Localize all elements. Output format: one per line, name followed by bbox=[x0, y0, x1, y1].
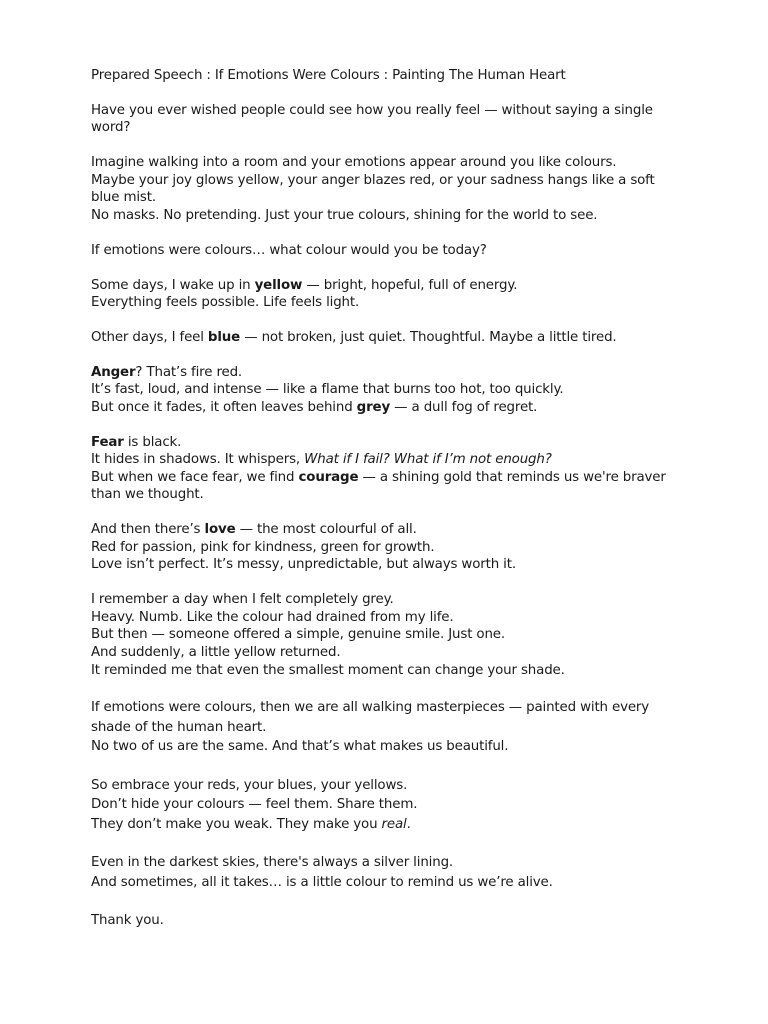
text-span: — not broken, just quiet. Thoughtful. Maybe a little tired. bbox=[240, 329, 617, 345]
text-line: than we thought. bbox=[91, 487, 204, 503]
paragraph-4 bbox=[91, 277, 691, 312]
document-title: Prepared Speech : If Emotions Were Colours : Painting The Human Heart bbox=[91, 68, 566, 83]
text-line: shade of the human heart. bbox=[91, 719, 267, 735]
text-span: — a shining gold that reminds us we're braver bbox=[358, 469, 666, 485]
paragraph-10 bbox=[91, 698, 691, 757]
text-line: No masks. No pretending. Just your true colours, shining for the world to see. bbox=[91, 207, 598, 223]
text-span: ? That’s fire red. bbox=[135, 364, 243, 380]
paragraph-8 bbox=[91, 521, 691, 574]
text-span: But when we face fear, we find bbox=[91, 469, 299, 485]
text-line: word? bbox=[91, 120, 131, 136]
text-line: So embrace your reds, your blues, your yellows. bbox=[91, 777, 408, 793]
text-span: Some days, I wake up in bbox=[91, 277, 255, 293]
text-line bbox=[91, 329, 691, 347]
emphasis-grey: grey bbox=[356, 399, 391, 415]
text-span: — a dull fog of regret. bbox=[390, 399, 538, 415]
paragraph-3 bbox=[91, 242, 691, 260]
text-line bbox=[91, 469, 691, 487]
text-line: I remember a day when I felt completely grey. bbox=[91, 592, 394, 608]
text-span: — bright, hopeful, full of energy. bbox=[302, 277, 518, 293]
text-line: It reminded me that even the smallest moment can change your shade. bbox=[91, 662, 565, 678]
emphasis-love: love bbox=[204, 522, 236, 538]
text-line: It’s fast, loud, and intense — like a flame that burns too hot, too quickly. bbox=[91, 382, 564, 398]
paragraph-6 bbox=[91, 364, 691, 417]
text-line bbox=[91, 451, 691, 469]
text-line bbox=[91, 399, 691, 417]
paragraph-9 bbox=[91, 591, 691, 679]
text-line bbox=[91, 364, 691, 382]
text-span: . bbox=[406, 816, 411, 832]
text-line: Red for passion, pink for kindness, green for growth. bbox=[91, 539, 435, 555]
text-line: If emotions were colours, then we are all walking masterpieces — painted with every bbox=[91, 700, 650, 716]
closing-line: Thank you. bbox=[91, 913, 164, 929]
italic-real: real bbox=[381, 816, 407, 832]
paragraph-2 bbox=[91, 154, 691, 224]
text-span: It hides in shadows. It whispers, bbox=[91, 452, 305, 468]
emphasis-courage: courage bbox=[298, 469, 359, 485]
text-line: blue mist. bbox=[91, 190, 156, 206]
paragraph-7 bbox=[91, 434, 691, 504]
text-span: They don’t make you weak. They make you bbox=[91, 816, 382, 832]
emphasis-yellow: yellow bbox=[254, 277, 303, 293]
text-line bbox=[91, 815, 691, 835]
text-line: Have you ever wished people could see how you really feel — without saying a single bbox=[91, 102, 653, 118]
text-span: is black. bbox=[123, 434, 182, 450]
paragraph-12 bbox=[91, 853, 691, 892]
text-line: Even in the darkest skies, there's always a silver lining. bbox=[91, 855, 454, 871]
text-line: Heavy. Numb. Like the colour had drained from my life. bbox=[91, 609, 454, 625]
text-line: Imagine walking into a room and your emotions appear around you like colours. bbox=[91, 155, 617, 171]
text-span: And then there’s bbox=[91, 522, 205, 538]
paragraph-1 bbox=[91, 102, 691, 137]
text-line: No two of us are the same. And that’s what makes us beautiful. bbox=[91, 739, 509, 755]
emphasis-fear: Fear bbox=[91, 434, 124, 450]
text-line: But then — someone offered a simple, genuine smile. Just one. bbox=[91, 627, 505, 643]
paragraph-13 bbox=[91, 911, 691, 931]
text-line bbox=[91, 277, 691, 295]
text-span: Other days, I feel bbox=[91, 329, 208, 345]
italic-whisper: What if I fail? What if I’m not enough? bbox=[304, 452, 552, 468]
text-line: Love isn’t perfect. It’s messy, unpredictable, but always worth it. bbox=[91, 557, 516, 573]
text-line: If emotions were colours… what colour would you be today? bbox=[91, 242, 487, 258]
text-line: And sometimes, all it takes… is a little colour to remind us we’re alive. bbox=[91, 874, 553, 890]
paragraph-5 bbox=[91, 329, 691, 347]
text-line bbox=[91, 521, 691, 539]
speech-document bbox=[91, 67, 691, 931]
paragraph-11 bbox=[91, 776, 691, 835]
text-line: Everything feels possible. Life feels light. bbox=[91, 295, 360, 311]
emphasis-anger: Anger bbox=[91, 364, 136, 380]
emphasis-blue: blue bbox=[207, 329, 241, 345]
text-span: — the most colourful of all. bbox=[235, 522, 417, 538]
text-line: Maybe your joy glows yellow, your anger blazes red, or your sadness hangs like a soft bbox=[91, 172, 655, 188]
text-line bbox=[91, 434, 691, 452]
text-line: And suddenly, a little yellow returned. bbox=[91, 644, 341, 660]
text-span: But once it fades, it often leaves behind bbox=[91, 399, 357, 415]
text-line: Don’t hide your colours — feel them. Share them. bbox=[91, 797, 418, 813]
